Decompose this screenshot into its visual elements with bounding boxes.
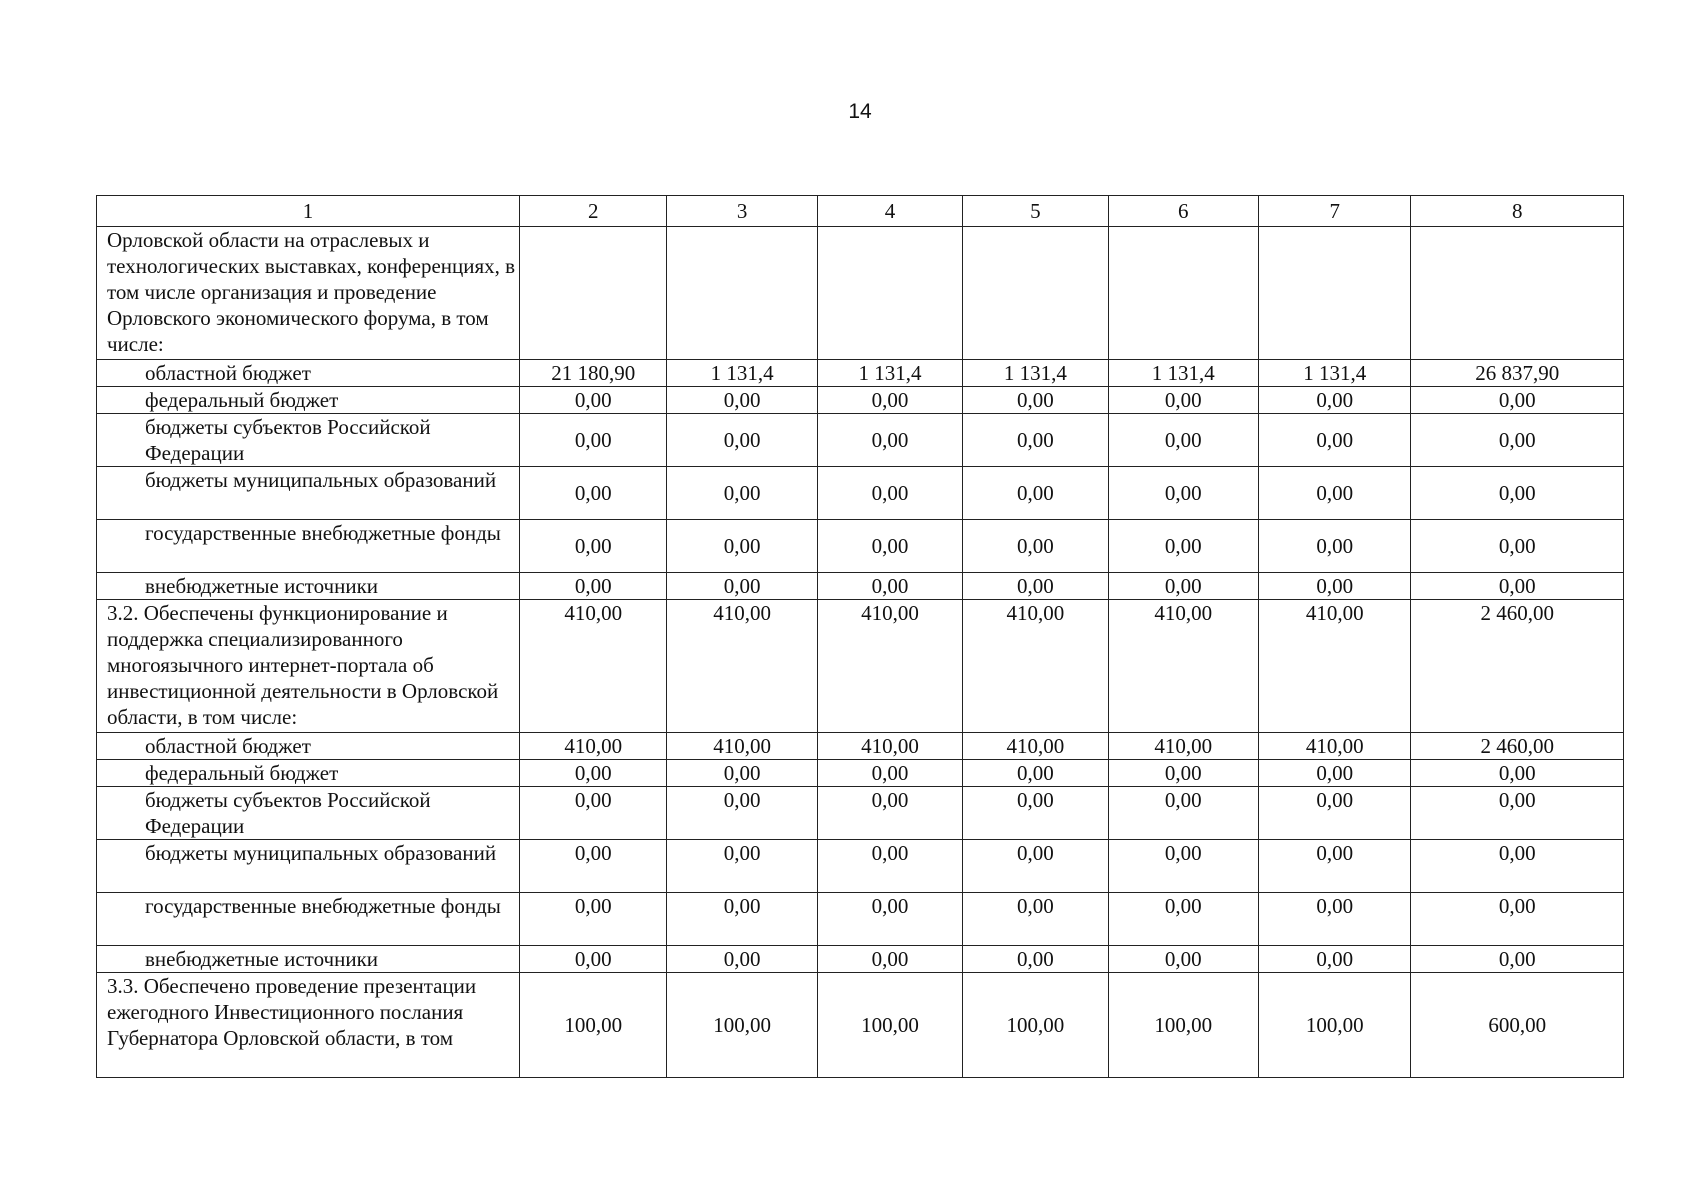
value-cell: 100,00 bbox=[963, 973, 1108, 1078]
value-cell: 0,00 bbox=[520, 787, 667, 840]
value-cell: 410,00 bbox=[963, 733, 1108, 760]
value-cell: 0,00 bbox=[1259, 946, 1411, 973]
value-cell: 0,00 bbox=[1108, 760, 1258, 787]
page-number: 14 bbox=[848, 100, 872, 123]
column-number: 3 bbox=[667, 196, 817, 227]
column-number: 7 bbox=[1259, 196, 1411, 227]
value-cell: 0,00 bbox=[520, 840, 667, 893]
row-label: бюджеты муниципальных образований bbox=[97, 467, 520, 520]
value-cell: 0,00 bbox=[667, 520, 817, 573]
table-row bbox=[97, 573, 1624, 600]
value-cell: 410,00 bbox=[667, 600, 817, 733]
value-cell: 0,00 bbox=[520, 893, 667, 946]
value-cell: 0,00 bbox=[963, 520, 1108, 573]
value-cell: 0,00 bbox=[667, 387, 817, 414]
value-cell bbox=[817, 227, 962, 360]
value-cell: 0,00 bbox=[667, 787, 817, 840]
table-row bbox=[97, 973, 1624, 1078]
value-cell: 0,00 bbox=[1108, 893, 1258, 946]
value-cell: 26 837,90 bbox=[1411, 360, 1624, 387]
value-cell: 2 460,00 bbox=[1411, 600, 1624, 733]
value-cell: 0,00 bbox=[667, 573, 817, 600]
table-row bbox=[97, 360, 1624, 387]
value-cell: 0,00 bbox=[817, 787, 962, 840]
column-number: 6 bbox=[1108, 196, 1258, 227]
row-label: 3.3. Обеспечено проведение презентации ежегодного Инвестиционного послания Губернатора Орловской области, в том bbox=[97, 973, 520, 1078]
value-cell: 0,00 bbox=[963, 414, 1108, 467]
value-cell: 0,00 bbox=[667, 893, 817, 946]
value-cell: 1 131,4 bbox=[667, 360, 817, 387]
value-cell: 100,00 bbox=[1259, 973, 1411, 1078]
value-cell: 0,00 bbox=[1259, 787, 1411, 840]
row-label: государственные внебюджетные фонды bbox=[97, 520, 520, 573]
value-cell: 0,00 bbox=[1411, 467, 1624, 520]
value-cell bbox=[1108, 227, 1258, 360]
value-cell: 0,00 bbox=[963, 760, 1108, 787]
value-cell: 100,00 bbox=[667, 973, 817, 1078]
value-cell: 0,00 bbox=[1411, 760, 1624, 787]
value-cell bbox=[667, 227, 817, 360]
column-number: 8 bbox=[1411, 196, 1624, 227]
value-cell: 0,00 bbox=[817, 520, 962, 573]
table-row bbox=[97, 840, 1624, 893]
row-label: областной бюджет bbox=[97, 360, 520, 387]
value-cell: 0,00 bbox=[1108, 840, 1258, 893]
table-row bbox=[97, 387, 1624, 414]
value-cell: 410,00 bbox=[1259, 733, 1411, 760]
row-label: бюджеты муниципальных образований bbox=[97, 840, 520, 893]
value-cell: 0,00 bbox=[667, 946, 817, 973]
value-cell: 0,00 bbox=[520, 414, 667, 467]
row-label: бюджеты субъектов Российской Федерации bbox=[97, 787, 520, 840]
value-cell: 0,00 bbox=[1411, 946, 1624, 973]
value-cell: 0,00 bbox=[1108, 414, 1258, 467]
value-cell: 410,00 bbox=[520, 733, 667, 760]
value-cell bbox=[1259, 227, 1411, 360]
value-cell: 0,00 bbox=[1411, 787, 1624, 840]
value-cell: 0,00 bbox=[1259, 520, 1411, 573]
value-cell: 0,00 bbox=[520, 946, 667, 973]
value-cell: 0,00 bbox=[1411, 893, 1624, 946]
value-cell: 0,00 bbox=[667, 414, 817, 467]
table-row bbox=[97, 760, 1624, 787]
value-cell: 0,00 bbox=[1259, 573, 1411, 600]
value-cell: 0,00 bbox=[520, 520, 667, 573]
value-cell: 0,00 bbox=[963, 467, 1108, 520]
value-cell: 0,00 bbox=[963, 893, 1108, 946]
value-cell: 0,00 bbox=[1108, 946, 1258, 973]
value-cell: 1 131,4 bbox=[963, 360, 1108, 387]
value-cell: 0,00 bbox=[1411, 387, 1624, 414]
value-cell: 0,00 bbox=[817, 387, 962, 414]
value-cell: 0,00 bbox=[817, 893, 962, 946]
value-cell: 0,00 bbox=[817, 573, 962, 600]
value-cell: 0,00 bbox=[1411, 414, 1624, 467]
value-cell: 0,00 bbox=[1259, 467, 1411, 520]
table-row bbox=[97, 467, 1624, 520]
value-cell: 0,00 bbox=[963, 787, 1108, 840]
value-cell: 0,00 bbox=[817, 414, 962, 467]
row-label: внебюджетные источники bbox=[97, 573, 520, 600]
budget-table bbox=[96, 195, 1624, 1078]
value-cell: 410,00 bbox=[817, 600, 962, 733]
table-row bbox=[97, 520, 1624, 573]
value-cell: 2 460,00 bbox=[1411, 733, 1624, 760]
value-cell: 0,00 bbox=[520, 467, 667, 520]
value-cell: 0,00 bbox=[1259, 387, 1411, 414]
table-row bbox=[97, 787, 1624, 840]
value-cell: 0,00 bbox=[817, 467, 962, 520]
value-cell: 100,00 bbox=[520, 973, 667, 1078]
table-row bbox=[97, 414, 1624, 467]
value-cell: 0,00 bbox=[1411, 840, 1624, 893]
value-cell: 0,00 bbox=[520, 760, 667, 787]
value-cell: 1 131,4 bbox=[1108, 360, 1258, 387]
value-cell: 0,00 bbox=[1259, 414, 1411, 467]
column-number-row bbox=[97, 196, 1624, 227]
table-row bbox=[97, 227, 1624, 360]
value-cell: 410,00 bbox=[817, 733, 962, 760]
value-cell: 1 131,4 bbox=[817, 360, 962, 387]
value-cell: 0,00 bbox=[963, 387, 1108, 414]
value-cell: 410,00 bbox=[1108, 600, 1258, 733]
column-number: 1 bbox=[97, 196, 520, 227]
value-cell: 0,00 bbox=[1259, 893, 1411, 946]
row-label: федеральный бюджет bbox=[97, 387, 520, 414]
value-cell: 600,00 bbox=[1411, 973, 1624, 1078]
value-cell: 100,00 bbox=[817, 973, 962, 1078]
value-cell: 410,00 bbox=[963, 600, 1108, 733]
value-cell: 0,00 bbox=[1108, 573, 1258, 600]
value-cell: 0,00 bbox=[1108, 467, 1258, 520]
row-label: 3.2. Обеспечены функционирование и поддержка специализированного многоязычного интернет-портала об инвестиционной деятельности в Орловской области, в том числе: bbox=[97, 600, 520, 733]
row-label: Орловской области на отраслевых и технологических выставках, конференциях, в том числе организация и проведение Орловского экономического форума, в том числе: bbox=[97, 227, 520, 360]
value-cell: 0,00 bbox=[817, 946, 962, 973]
value-cell: 0,00 bbox=[520, 573, 667, 600]
value-cell: 0,00 bbox=[1411, 573, 1624, 600]
value-cell: 410,00 bbox=[520, 600, 667, 733]
value-cell: 0,00 bbox=[817, 840, 962, 893]
value-cell: 0,00 bbox=[817, 760, 962, 787]
table-row bbox=[97, 733, 1624, 760]
value-cell: 0,00 bbox=[963, 840, 1108, 893]
value-cell bbox=[520, 227, 667, 360]
table-row bbox=[97, 946, 1624, 973]
value-cell: 0,00 bbox=[1108, 787, 1258, 840]
row-label: государственные внебюджетные фонды bbox=[97, 893, 520, 946]
value-cell bbox=[963, 227, 1108, 360]
value-cell: 0,00 bbox=[667, 840, 817, 893]
value-cell: 410,00 bbox=[667, 733, 817, 760]
value-cell: 0,00 bbox=[1108, 520, 1258, 573]
column-number: 4 bbox=[817, 196, 962, 227]
value-cell: 410,00 bbox=[1259, 600, 1411, 733]
row-label: бюджеты субъектов Российской Федерации bbox=[97, 414, 520, 467]
value-cell: 0,00 bbox=[1259, 760, 1411, 787]
value-cell bbox=[1411, 227, 1624, 360]
value-cell: 0,00 bbox=[1411, 520, 1624, 573]
value-cell: 100,00 bbox=[1108, 973, 1258, 1078]
table-row bbox=[97, 600, 1624, 733]
value-cell: 0,00 bbox=[963, 573, 1108, 600]
row-label: областной бюджет bbox=[97, 733, 520, 760]
value-cell: 0,00 bbox=[667, 760, 817, 787]
table-row bbox=[97, 893, 1624, 946]
row-label: внебюджетные источники bbox=[97, 946, 520, 973]
value-cell: 0,00 bbox=[1108, 387, 1258, 414]
column-number: 5 bbox=[963, 196, 1108, 227]
column-number: 2 bbox=[520, 196, 667, 227]
value-cell: 21 180,90 bbox=[520, 360, 667, 387]
value-cell: 1 131,4 bbox=[1259, 360, 1411, 387]
value-cell: 410,00 bbox=[1108, 733, 1258, 760]
value-cell: 0,00 bbox=[667, 467, 817, 520]
value-cell: 0,00 bbox=[1259, 840, 1411, 893]
value-cell: 0,00 bbox=[963, 946, 1108, 973]
row-label: федеральный бюджет bbox=[97, 760, 520, 787]
value-cell: 0,00 bbox=[520, 387, 667, 414]
